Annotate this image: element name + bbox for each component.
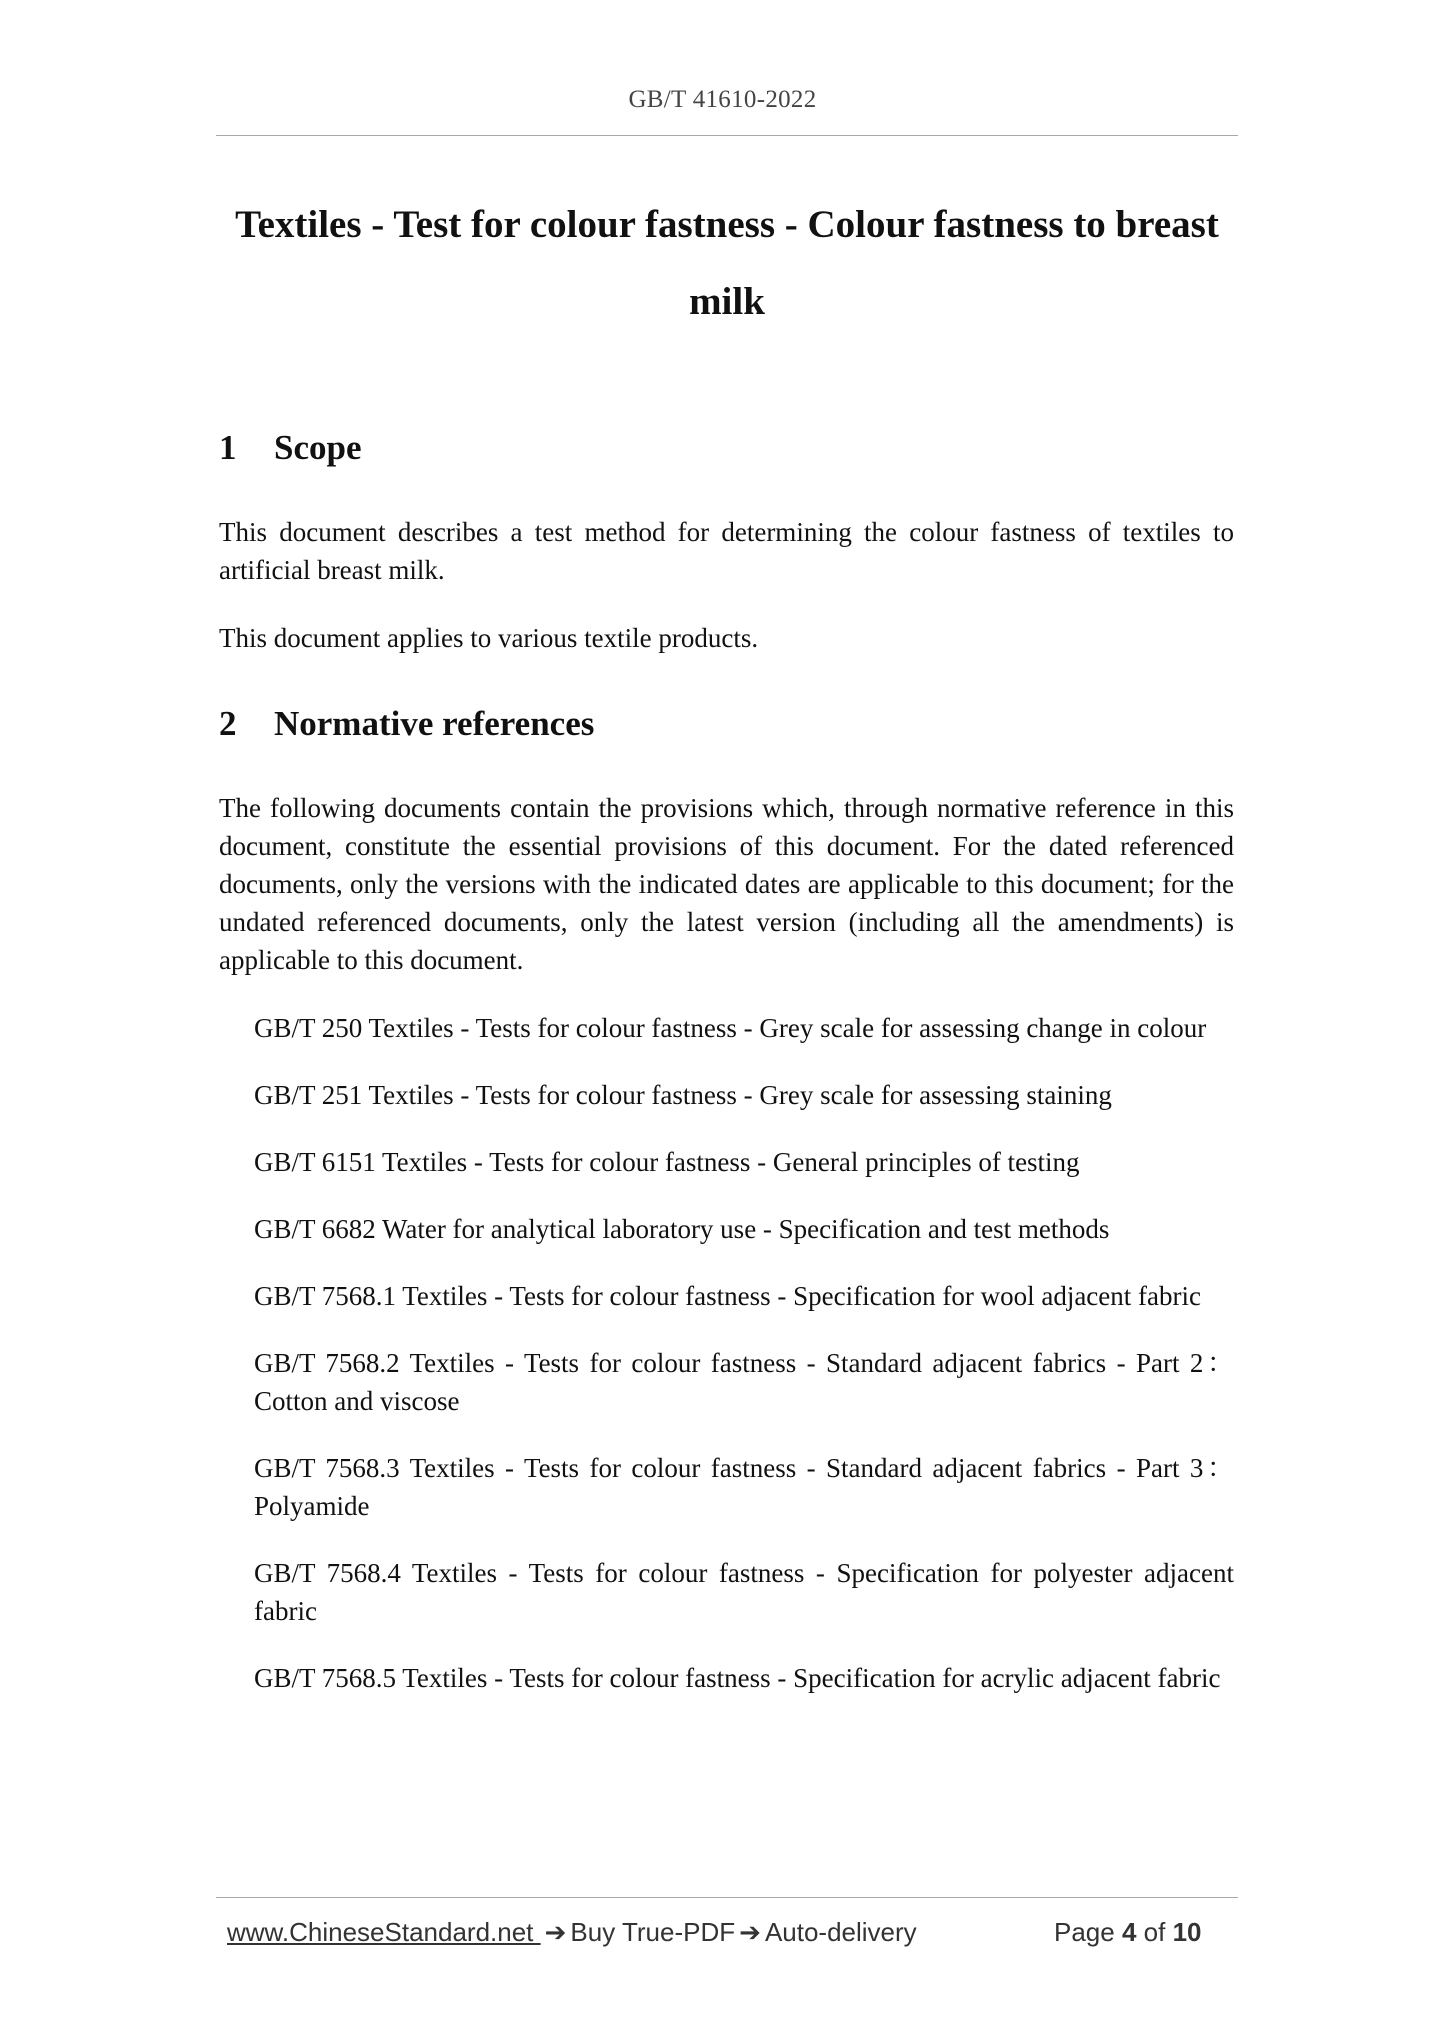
section-2-title: Normative references bbox=[274, 704, 595, 743]
chinesestandard-link[interactable]: www.ChineseStandard.net bbox=[227, 1917, 541, 1947]
section-1-paragraph-2: This document applies to various textile products. bbox=[219, 623, 759, 653]
reference-item: GB/T 251 Textiles - Tests for colour fastness - Grey scale for assessing staining bbox=[254, 1080, 1112, 1110]
reference-item: GB/T 7568.3 Textiles - Tests for colour fastness - Standard adjacent fabrics - Part 3：Polyamide bbox=[254, 1453, 1234, 1521]
page-header-doc-code: GB/T 41610-2022 bbox=[628, 86, 817, 113]
section-2-paragraph-1: The following documents contain the provisions which, through normative reference in this document, constitute the essential provisions of this document. For the dated referenced documents, only the versions with the indicated dates are applicable to this document; for the undated referenced documents, only the latest version (including all the amendments) is applicable to this document. bbox=[219, 793, 1234, 975]
arrow-right-icon: ➔ bbox=[739, 1917, 761, 1947]
reference-item: GB/T 7568.2 Textiles - Tests for colour fastness - Standard adjacent fabrics - Part 2：Cotton and viscose bbox=[254, 1348, 1234, 1416]
reference-item: GB/T 7568.4 Textiles - Tests for colour fastness - Specification for polyester adjacent fabric bbox=[254, 1558, 1234, 1626]
reference-item: GB/T 6151 Textiles - Tests for colour fastness - General principles of testing bbox=[254, 1147, 1080, 1177]
footer-promo bbox=[227, 1914, 917, 1950]
section-1-number: 1 bbox=[219, 428, 237, 467]
buy-true-pdf-text: Buy True-PDF bbox=[570, 1917, 736, 1947]
reference-item: GB/T 7568.5 Textiles - Tests for colour fastness - Specification for acrylic adjacent fabric bbox=[254, 1663, 1221, 1693]
section-1-heading bbox=[219, 428, 362, 468]
current-page-number: 4 bbox=[1121, 1917, 1137, 1947]
section-1-title: Scope bbox=[274, 428, 362, 467]
section-2-heading bbox=[219, 704, 594, 744]
document-title: Textiles - Test for colour fastness - Colour fastness to breast milk bbox=[235, 203, 1219, 323]
normative-references-list bbox=[254, 1009, 1234, 1726]
section-1-paragraph-1: This document describes a test method for determining the colour fastness of textiles to artificial breast milk. bbox=[219, 517, 1234, 585]
page-label: Page bbox=[1054, 1917, 1115, 1947]
header-rule bbox=[216, 135, 1238, 136]
reference-item: GB/T 7568.1 Textiles - Tests for colour fastness - Specification for wool adjacent fabric bbox=[254, 1281, 1201, 1311]
reference-item: GB/T 250 Textiles - Tests for colour fastness - Grey scale for assessing change in colour bbox=[254, 1013, 1207, 1043]
auto-delivery-text: Auto-delivery bbox=[764, 1917, 917, 1947]
section-2-number: 2 bbox=[219, 704, 237, 743]
footer-rule bbox=[216, 1897, 1238, 1898]
page-indicator bbox=[1054, 1914, 1202, 1950]
reference-item: GB/T 6682 Water for analytical laboratory use - Specification and test methods bbox=[254, 1214, 1110, 1244]
of-label: of bbox=[1143, 1917, 1166, 1947]
arrow-right-icon: ➔ bbox=[544, 1917, 567, 1947]
total-pages-number: 10 bbox=[1172, 1917, 1202, 1947]
